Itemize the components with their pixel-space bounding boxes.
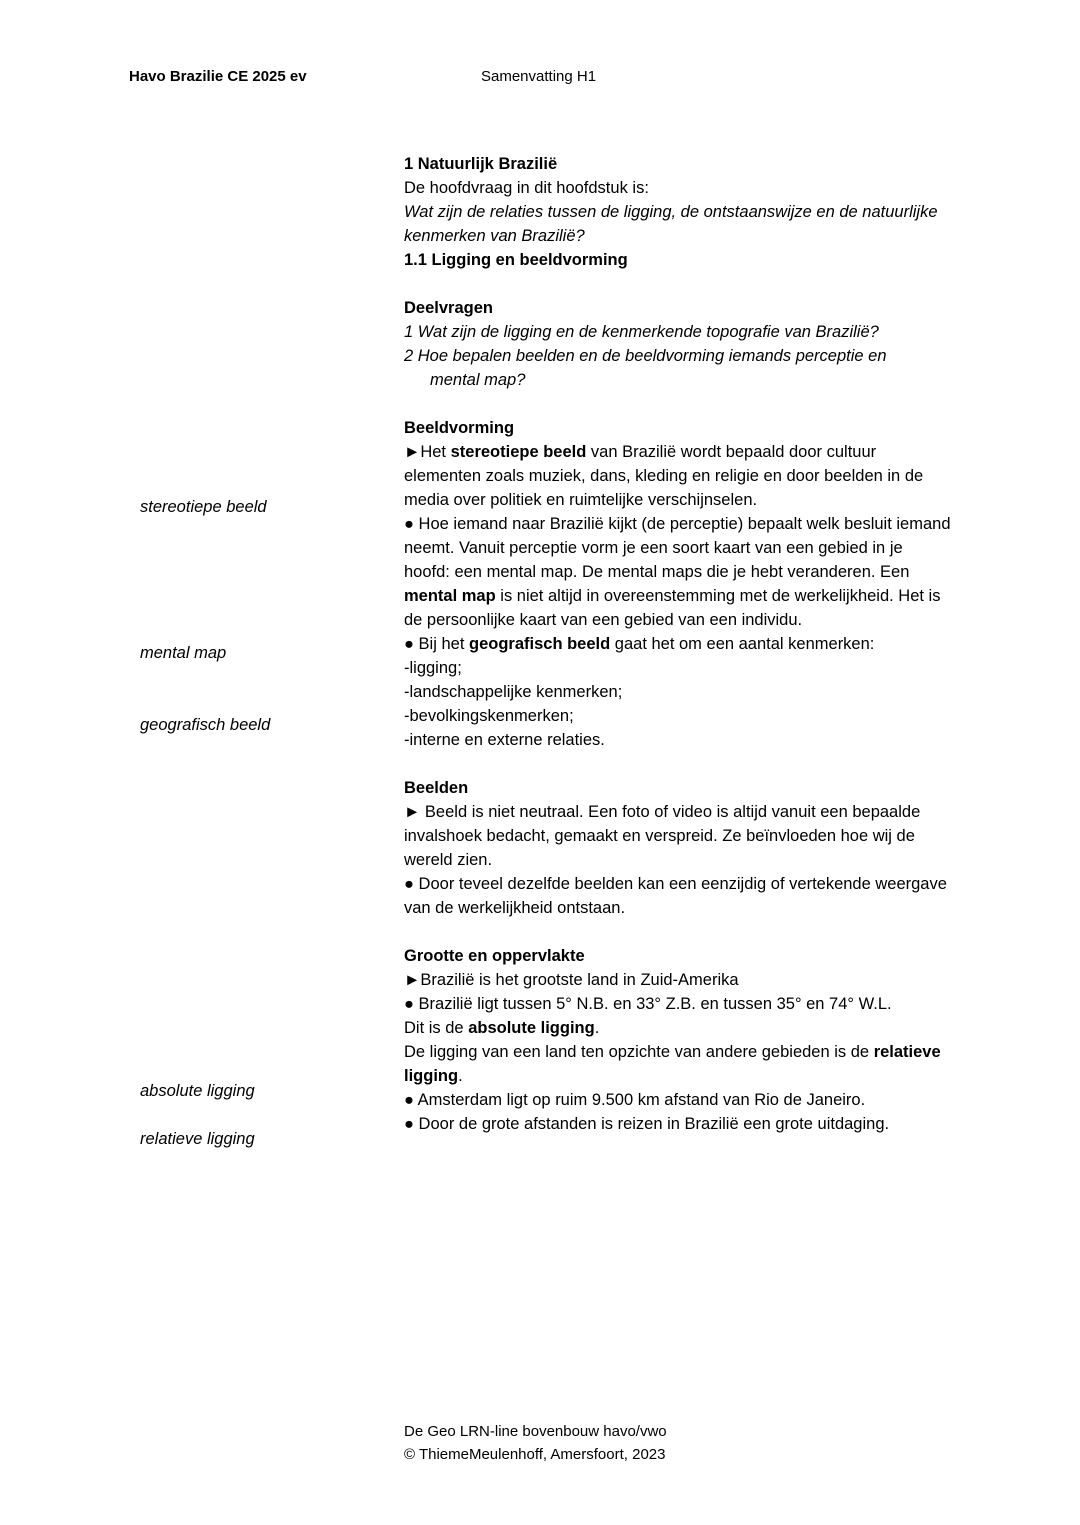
text-run: .: [458, 1067, 463, 1085]
grootte-paragraph-6: ● Door de grote afstanden is reizen in Brazilië een grote uitdaging.: [404, 1115, 890, 1133]
deelvraag-1: 1 Wat zijn de ligging en de kenmerkende topografie van Brazilië?: [404, 323, 879, 341]
deelvraag-2: 2 Hoe bepalen beelden en de beeldvorming iemands perceptie en: [404, 347, 887, 365]
header-course-title: Havo Brazilie CE 2025 ev: [129, 68, 307, 85]
term-stereotiepe-beeld: stereotiepe beeld: [450, 443, 587, 461]
term-mental-map: mental map: [404, 587, 496, 605]
beeldvorming-block: [404, 416, 952, 752]
main-question: Wat zijn de relaties tussen de ligging, de ontstaanswijze en de natuurlijke kenmerken van Brazilië?: [404, 203, 938, 245]
beelden-paragraph-1: ► Beeld is niet neutraal. Een foto of video is altijd vanuit een bepaalde invalshoek bedacht, gemaakt en verspreid. Ze beïnvloeden hoe wij de wereld zien.: [404, 803, 921, 869]
chapter-title: 1 Natuurlijk Brazilië: [404, 155, 558, 173]
margin-term-geografisch-beeld: geografisch beeld: [140, 716, 271, 734]
intro-line: De hoofdvraag in dit hoofdstuk is:: [404, 179, 649, 197]
footer-copyright: © ThiemeMeulenhoff, Amersfoort, 2023: [404, 1446, 666, 1463]
margin-term-mental-map: mental map: [140, 644, 227, 662]
deelvragen-title: Deelvragen: [404, 299, 493, 317]
intro-block: [404, 152, 952, 248]
text-run: .: [594, 1019, 600, 1037]
text-run: gaat het om een aantal kenmerken:: [610, 635, 875, 653]
text-run: van Brazilië wordt bepaald door cultuur elementen zoals muziek, dans, kleding en religie en door beelden in de media over politiek en ruimtelijke verschijnselen.: [404, 443, 924, 509]
grootte-paragraph-4: [404, 1040, 952, 1088]
beelden-title: Beelden: [404, 779, 469, 797]
grootte-paragraph-2: ● Brazilië ligt tussen 5° N.B. en 33° Z.B. en tussen 35° en 74° W.L.: [404, 995, 892, 1013]
deelvragen-block: [404, 296, 952, 392]
list-item: -interne en externe relaties.: [404, 731, 605, 749]
grootte-paragraph-5: ● Amsterdam ligt op ruim 9.500 km afstand van Rio de Janeiro.: [404, 1091, 866, 1109]
header-doc-title: Samenvatting H1: [481, 68, 597, 85]
list-item: -bevolkingskenmerken;: [404, 707, 574, 725]
beeldvorming-paragraph-1: [404, 440, 952, 512]
footer-publisher-series: De Geo LRN-line bovenbouw havo/vwo: [404, 1423, 667, 1440]
grootte-paragraph-1: ►Brazilië is het grootste land in Zuid-Amerika: [404, 971, 739, 989]
beelden-paragraph-2: ● Door teveel dezelfde beelden kan een eenzijdig of vertekende weergave van de werkelijkheid ontstaan.: [404, 875, 947, 917]
beelden-block: [404, 776, 952, 920]
text-run: ● Hoe iemand naar Brazilië kijkt (de perceptie) bepaalt welk besluit iemand neemt. Vanuit perceptie vorm je een soort kaart van een gebied in je hoofd: een mental map. De mental maps die je hebt veranderen. Een: [404, 515, 951, 581]
section-title: 1.1 Ligging en beeldvorming: [404, 251, 628, 269]
list-item: -ligging;: [404, 659, 462, 677]
text-run: Dit is de: [404, 1019, 469, 1037]
text-run: ►Het: [404, 443, 451, 461]
page-footer: [404, 1420, 667, 1466]
text-run: De ligging van een land ten opzichte van andere gebieden is de: [404, 1043, 874, 1061]
grootte-paragraph-3: [404, 1016, 952, 1040]
margin-term-absolute-ligging: absolute ligging: [140, 1082, 255, 1100]
term-geografisch-beeld: geografisch beeld: [469, 635, 611, 653]
grootte-title: Grootte en oppervlakte: [404, 947, 585, 965]
beeldvorming-title: Beeldvorming: [404, 419, 515, 437]
term-absolute-ligging: absolute ligging: [468, 1019, 595, 1037]
term-relatieve-ligging: relatieve ligging: [404, 1043, 941, 1085]
beeldvorming-paragraph-2: [404, 512, 952, 632]
list-item: -landschappelijke kenmerken;: [404, 683, 623, 701]
deelvraag-2-continued: mental map?: [430, 371, 526, 389]
margin-term-relatieve-ligging: relatieve ligging: [140, 1130, 255, 1148]
grootte-block: [404, 944, 952, 1136]
main-content: [404, 152, 952, 1136]
margin-term-stereotiepe-beeld: stereotiepe beeld: [140, 498, 267, 516]
text-run: is niet altijd in overeenstemming met de werkelijkheid. Het is de persoonlijke kaart van een gebied van een individu.: [404, 587, 941, 629]
beeldvorming-paragraph-3: [404, 632, 952, 656]
text-run: ● Bij het: [404, 635, 469, 653]
